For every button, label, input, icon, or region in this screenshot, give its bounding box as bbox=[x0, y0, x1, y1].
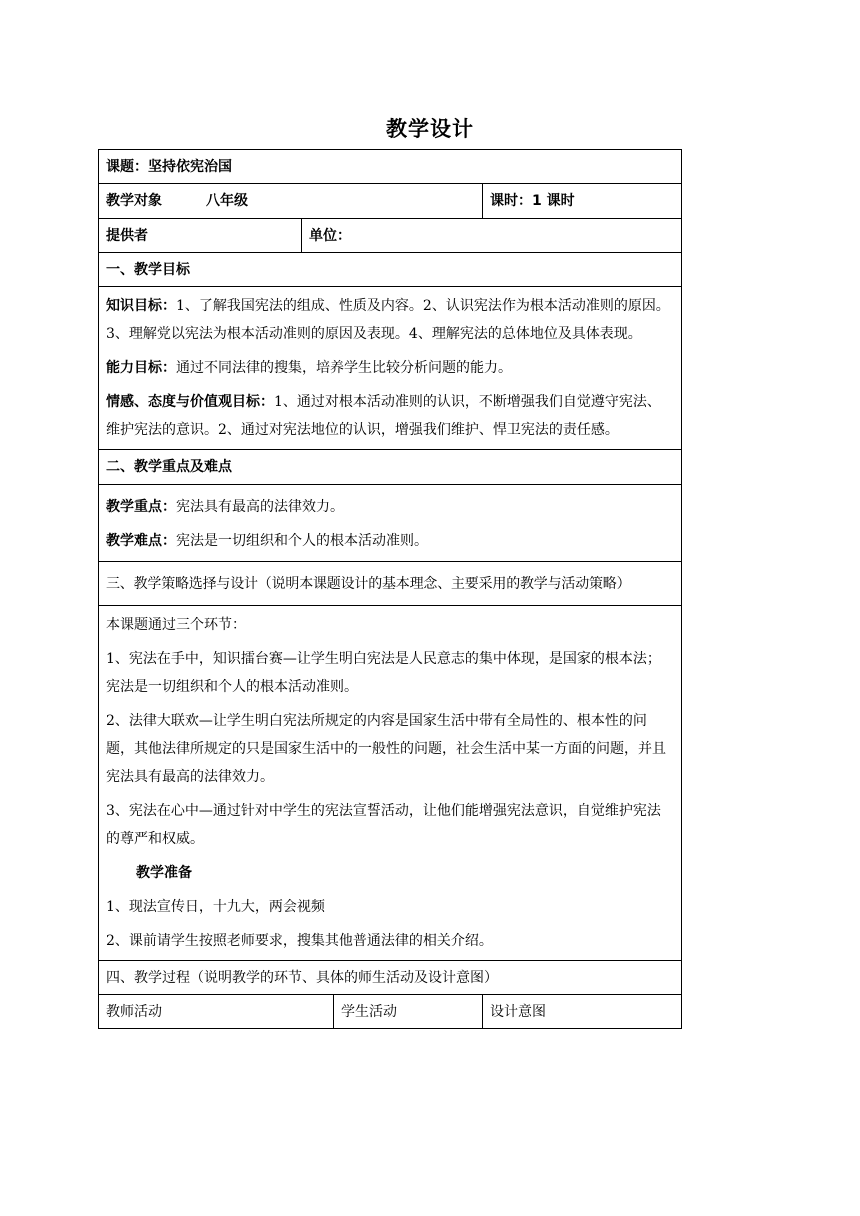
process-heading-text: 四、教学过程（说明教学的环节、具体的师生活动及设计意图） bbox=[106, 969, 498, 986]
emotion-goal-text: 1、通过对根本活动准则的认识，不断增强我们自觉遵守宪法、维护宪法的意识。2、通过对宪法地位的认识，增强我们维护、悍卫宪法的责任感。 bbox=[106, 394, 661, 438]
knowledge-goal-text: 1、了解我国宪法的组成、性质及内容。2、认识宪法作为根本活动准则的原因。3、理解党以宪法为根本活动准则的原因及表现。4、理解宪法的总体地位及具体表现。 bbox=[106, 298, 670, 342]
focus-point bbox=[106, 493, 674, 521]
strategy-heading bbox=[99, 562, 682, 606]
keypoints-heading-row bbox=[99, 450, 682, 485]
unit-label: 单位： bbox=[309, 227, 351, 244]
goals-heading-row bbox=[99, 253, 682, 287]
emotion-goal bbox=[106, 388, 674, 444]
provider-label: 提供者 bbox=[106, 227, 148, 244]
strategy-body bbox=[99, 606, 682, 961]
strategy-item-3: 3、宪法在心中—通过针对中学生的宪法宣誓活动，让他们能增强宪法意识，自觉维护宪法的尊严和权威。 bbox=[106, 803, 661, 847]
emotion-goal-label: 情感、态度与价值观目标： bbox=[106, 394, 274, 410]
keypoints-heading-text: 二、教学重点及难点 bbox=[106, 459, 232, 475]
difficulty-point bbox=[106, 527, 674, 555]
strategy-item-1: 1、宪法在手中，知识擂台赛—让学生明白宪法是人民意志的集中体现，是国家的根本法；宪法是一切组织和个人的根本活动准则。 bbox=[106, 651, 661, 695]
strategy-item-2: 2、法律大联欢—让学生明白宪法所规定的内容是国家生活中带有全局性的、根本性的问题，其他法律所规定的只是国家生活中的一般性的问题，社会生活中某一方面的问题，并且宪法具有最高的法律效力。 bbox=[106, 713, 666, 785]
audience-value: 八年级 bbox=[206, 193, 248, 209]
strategy-body-row bbox=[99, 606, 682, 961]
difficulty-label: 教学难点： bbox=[106, 533, 176, 549]
difficulty-text: 宪法是一切组织和个人的根本活动准则。 bbox=[176, 533, 428, 549]
period-value: 1 课时 bbox=[532, 193, 575, 209]
focus-text: 宪法具有最高的法律效力。 bbox=[176, 499, 344, 515]
goals-body-row bbox=[99, 287, 682, 450]
knowledge-goal bbox=[106, 292, 674, 348]
prep-item-2: 2、课前请学生按照老师要求，搜集其他普通法律的相关介绍。 bbox=[106, 933, 493, 949]
provider-cell bbox=[99, 219, 302, 253]
audience-cell bbox=[99, 184, 483, 219]
ability-goal-text: 通过不同法律的搜集，培养学生比较分析问题的能力。 bbox=[176, 360, 512, 376]
goals-heading bbox=[99, 253, 682, 287]
audience-label: 教学对象 bbox=[106, 193, 162, 209]
keypoints-body-row bbox=[99, 485, 682, 562]
unit-cell bbox=[302, 219, 682, 253]
goals-heading-text: 一、教学目标 bbox=[106, 261, 190, 278]
period-cell bbox=[483, 184, 682, 219]
process-heading-row bbox=[99, 961, 682, 995]
provider-row bbox=[99, 219, 682, 253]
strategy-heading-row bbox=[99, 562, 682, 606]
ability-goal bbox=[106, 354, 674, 382]
goals-body bbox=[99, 287, 682, 450]
focus-label: 教学重点： bbox=[106, 499, 176, 515]
strategy-intro: 本课题通过三个环节： bbox=[106, 617, 246, 633]
ability-goal-label: 能力目标： bbox=[106, 360, 176, 376]
knowledge-goal-label: 知识目标： bbox=[106, 298, 176, 314]
student-activity-header bbox=[334, 995, 483, 1029]
prep-heading: 教学准备 bbox=[136, 865, 192, 881]
page-title: 教学设计 bbox=[386, 117, 474, 141]
process-heading bbox=[99, 961, 682, 995]
teacher-activity-header bbox=[99, 995, 334, 1029]
teacher-activity-label: 教师活动 bbox=[106, 1003, 162, 1020]
lesson-plan-table bbox=[98, 149, 682, 1029]
period-label: 课时： bbox=[490, 193, 532, 209]
design-intent-header bbox=[483, 995, 682, 1029]
topic-value: 坚持依宪治国 bbox=[148, 158, 232, 175]
topic-label: 课题： bbox=[106, 158, 148, 175]
keypoints-heading bbox=[99, 450, 682, 485]
topic-row bbox=[99, 150, 682, 184]
keypoints-body bbox=[99, 485, 682, 562]
prep-item-1: 1、现法宣传日，十九大，两会视频 bbox=[106, 899, 325, 915]
audience-row bbox=[99, 184, 682, 219]
student-activity-label: 学生活动 bbox=[341, 1003, 397, 1020]
process-columns-row bbox=[99, 995, 682, 1029]
design-intent-label: 设计意图 bbox=[490, 1003, 546, 1020]
topic-cell bbox=[99, 150, 682, 184]
strategy-heading-text: 三、教学策略选择与设计（说明本课题设计的基本理念、主要采用的教学与活动策略） bbox=[106, 575, 631, 592]
